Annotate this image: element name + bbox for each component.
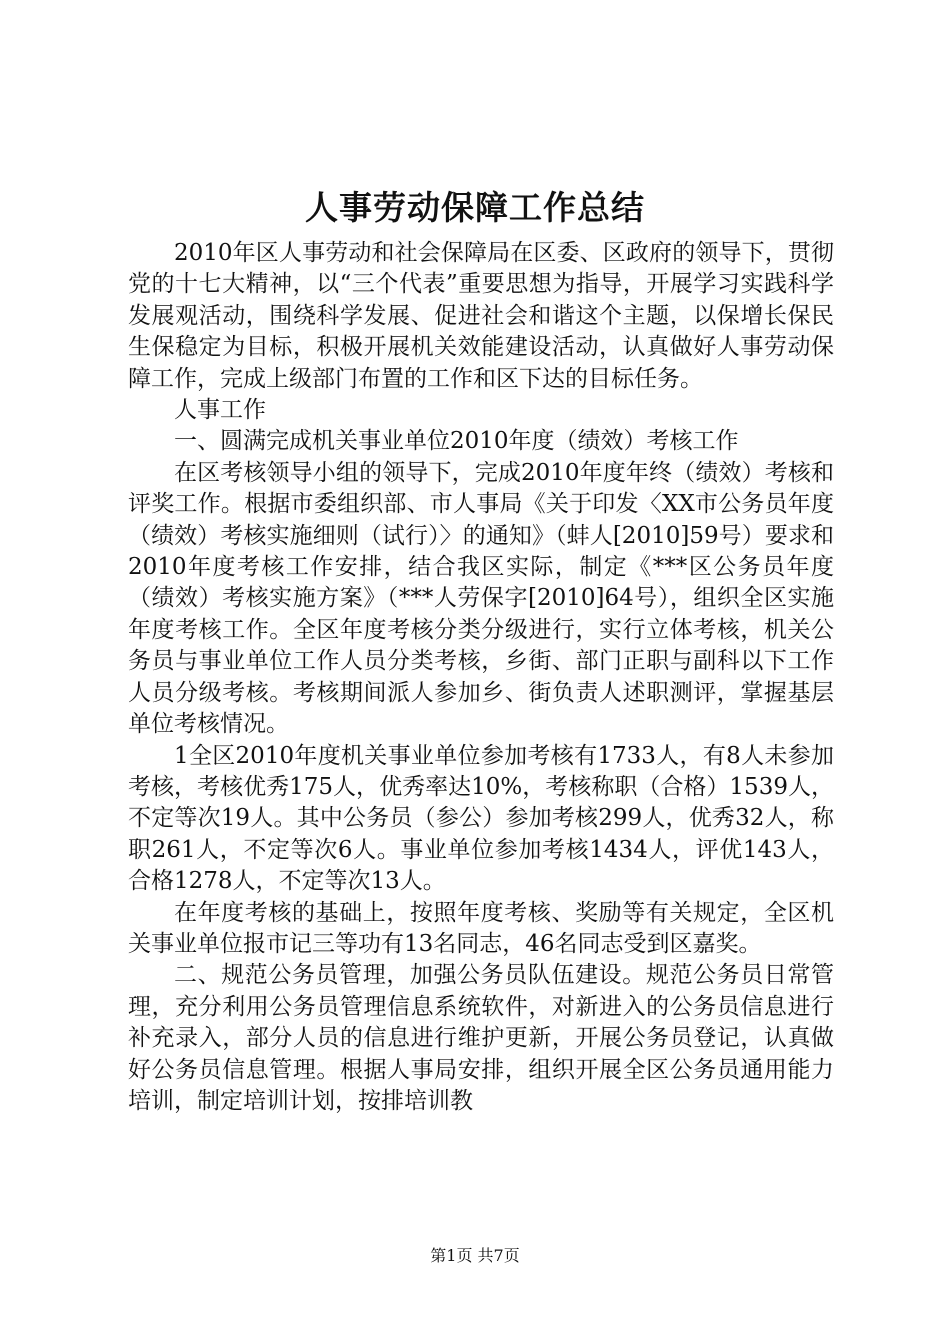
paragraph-intro: 2010年区人事劳动和社会保障局在区委、区政府的领导下，贯彻党的十七大精神，以“三个代表”重要思想为指导，开展学习实践科学发展观活动，围绕科学发展、促进社会和谐这个主题，以保增长保民生保稳定为目标，积极开展机关效能建设活动，认真做好人事劳动保障工作，完成上级部门布置的工作和区下达的目标任务。 — [128, 240, 834, 392]
paragraph-awards: 在年度考核的基础上，按照年度考核、奖励等有关规定，全区机关事业单位报市记三等功有13名同志，46名同志受到区嘉奖。 — [128, 899, 834, 957]
subsection-heading-assessment: 一、圆满完成机关事业单位2010年度（绩效）考核工作 — [174, 428, 739, 455]
document-body — [128, 238, 834, 1117]
section-heading-personnel: 人事工作 — [174, 397, 266, 424]
paragraph-statistics: 1全区2010年度机关事业单位参加考核有1733人，有8人未参加考核，考核优秀175人，优秀率达10%，考核称职（合格）1539人，不定等次19人。其中公务员（参公）参加考核299人，优秀32人，称职261人，不定等次6人。事业单位参加考核1434人，评优143人，合格1278人，不定等次13人。 — [128, 742, 834, 895]
document-title: 人事劳动保障工作总结 — [305, 188, 645, 227]
paragraph-assessment: 在区考核领导小组的领导下，完成2010年度年终（绩效）考核和评奖工作。根据市委组织部、市人事局《关于印发〈XX市公务员年度（绩效）考核实施细则（试行）〉的通知》（蚌人[2010]59号）要求和2010年度考核工作安排，结合我区实际，制定《***区公务员年度（绩效）考核实施方案》（***人劳保字[2010]64号），组织全区实施年度考核工作。全区年度考核分类分级进行，实行立体考核，机关公务员与事业单位工作人员分类考核，乡街、部门正职与副科以下工作人员分级考核。考核期间派人参加乡、街负责人述职测评，掌握基层单位考核情况。 — [128, 459, 834, 738]
paragraph-civil-servant-management: 二、规范公务员管理，加强公务员队伍建设。规范公务员日常管理，充分利用公务员管理信息系统软件，对新进入的公务员信息进行补充录入，部分人员的信息进行维护更新，开展公务员登记，认真做好公务员信息管理。根据人事局安排，组织开展全区公务员通用能力培训，制定培训计划，按排培训教 — [128, 962, 834, 1114]
page-footer: 第1页 共7页 — [430, 1246, 520, 1265]
